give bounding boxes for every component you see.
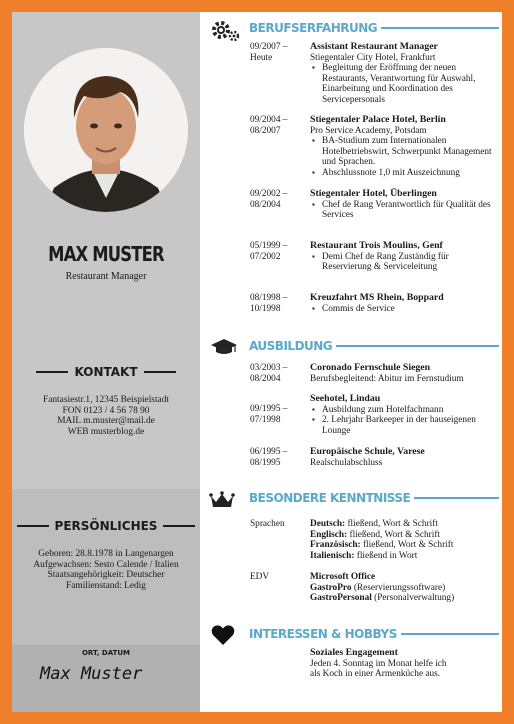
kenntnisse-heading: BESONDERE KENNTNISSE (249, 491, 499, 505)
candidate-jobtitle: Restaurant Manager (65, 271, 147, 282)
phone-line: FON 0123 / 4 56 78 90 (62, 405, 150, 416)
sidebar (12, 12, 200, 712)
interessen-heading: INTERESSEN & HOBBYS (249, 627, 499, 641)
heart-icon (211, 624, 235, 651)
profile-photo (24, 48, 188, 212)
graduation-cap-icon (210, 338, 238, 361)
candidate-name: MAX MUSTER (48, 242, 164, 266)
gears-icon (210, 18, 242, 49)
berufserfahrung-heading: BERUFSERFAHRUNG (249, 21, 499, 35)
crown-icon (209, 491, 235, 514)
web-line: WEB musterblog.de (67, 426, 145, 437)
kontakt-details (12, 395, 200, 437)
email-line: MAIL m.muster@mail.de (57, 416, 155, 427)
kontakt-heading: KONTAKT (12, 365, 200, 379)
persoenliches-heading: PERSÖNLICHES (12, 519, 200, 533)
birth-line: Geboren: 28.8.1978 in Langenargen (38, 549, 174, 559)
ausbildung-heading: AUSBILDUNG (249, 339, 499, 353)
edv-label: EDV (250, 572, 270, 582)
signature: Max Muster (40, 664, 143, 684)
persoenliches-details (12, 549, 200, 591)
languages-label: Sprachen (250, 519, 285, 529)
cv-page: MAX MUSTER Restaurant Manager KONTAKT Fantasiestr.1, 12345 Beispielstadt FON 0123 / 4 56 78 90 MAIL m.muster@mail.de WEB musterblog.de PERSÖNLICHES Geboren: 28.8.1978 in Langenargen Aufgewachsen: Sesto Calende / Italien Staatsangehörigkeit: Deutscher Familienstand: Ledig ORT, DATUM Max Muster BERUFSERFAHRUNG 09/2007 – Heute Assistant Restaurant Manager Stiegentaler City Hotel, Frankfurt ▪ Begleitung der Eröffnung der neuen Restaurants, Verantwortung für Auswahl, Einarbeitung und Koordination des Servicepersonals 09/2004 – 08/2007 Stiegentaler Palace Hotel, Berlin Pro Service Academy, Potsdam ▪ BA-Studium zum Internationalen Hotelbetriebswirt, Schwerpunkt Management und Sprachen. ▪ Abschlussnote 1,0 mit Auszeichnung 09/2002 – 08/2004 Stiegentaler Hotel, Überlingen ▪ Chef de Rang Verantwortlich für Qualität des Services 05/1999 – 07/2002 Restaurant Trois Moulins, Genf ▪ Demi Chef de Rang Zuständig für Reservierung & Serviceleitung 08/1998 – 10/1998 Kreuzfahrt MS Rhein, Boppard ▪ Commis de Service AUSBILDUNG 03/2003 – 08/2004 Coronado Fernschule Siegen Berufsbegleitend: Abitur im Fernstudium 09/1995 – 07/1998 Seehotel, Lindau ▪ Ausbildung zum Hotelfachmann ▪ 2. Lehrjahr Barkeeper in der hauseigenen Lounge 06/1995 – 08/1995 Europäische Schule, Varese Realschulabschluss BESONDERE KENNTNISSE Sprachen Deutsch: fließend, Wort & Schrift Englisch: fließend, Wort & Schrift Französisch: fließend, Wort & Schrift Italienisch: fließend in Wort EDV Microsoft Office GastroPro (Reservierungssoftware) GastroPersonal (Personalverwaltung) INTERESSEN & HOBBYS Soziales Engagement Jeden 4. Sonntag im Monat helfe ich als Koch in einer Armenküche aus. (12, 12, 502, 712)
citizenship-line: Staatsangehörigkeit: Deutscher (47, 570, 165, 581)
raised-line: Aufgewachsen: Sesto Calende / Italien (33, 559, 179, 570)
ort-datum: ORT, DATUM (81, 649, 130, 657)
marital-line: Familienstand: Ledig (66, 580, 146, 591)
address-line: Fantasiestr.1, 12345 Beispielstadt (42, 395, 170, 405)
